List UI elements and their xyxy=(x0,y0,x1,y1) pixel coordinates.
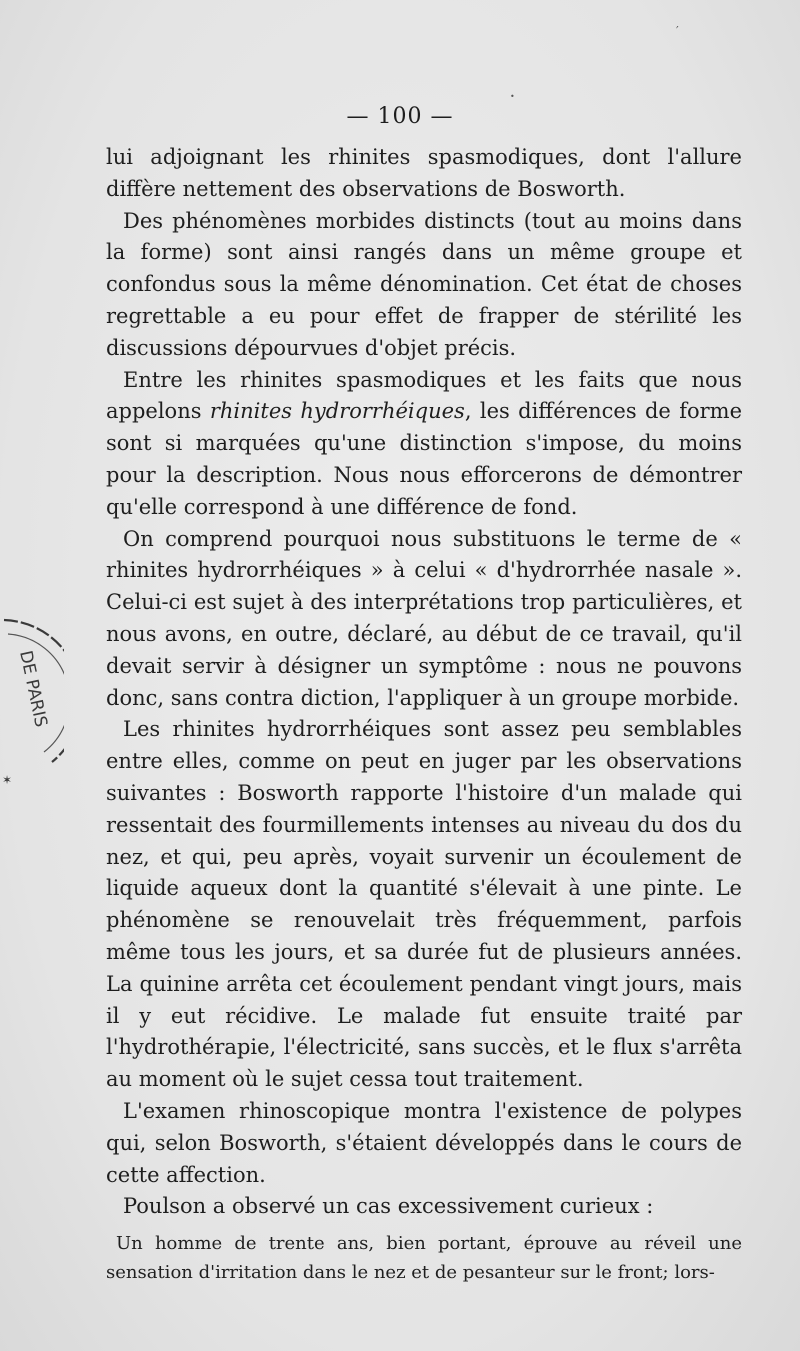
paragraph-text: Entre les rhinites spasmodiques et les faits que nous appelons xyxy=(106,367,742,424)
paragraph xyxy=(106,365,742,524)
paragraph: lui adjoignant les rhinites spasmodiques, dont l'allure diffère nettement des observations de Bosworth. xyxy=(106,145,742,201)
paragraph: Des phénomènes morbides distincts (tout au moins dans la forme) sont ainsi rangés dans un même groupe et confondus sous la même dénomination. Cet état de choses regrettable a eu pour effet de frapper de stérilité les discussions dépourvues d'objet précis. xyxy=(106,208,742,360)
stamp-text: DE PARIS xyxy=(15,648,51,729)
library-stamp xyxy=(0,612,64,802)
scan-speck: • xyxy=(510,92,515,101)
paragraph-text: , les différences de forme sont si marquées qu'une distinction s'impose, du moins pour la description. Nous nous efforcerons de démontrer qu'elle correspond à une différence de fond. xyxy=(106,399,742,519)
case-quote: Un homme de trente ans, bien portant, éprouve au réveil une sensation d'irritation dans le nez et de pesanteur sur le front; lors- xyxy=(106,1233,742,1284)
paragraph: L'examen rhinoscopique montra l'existence de polypes qui, selon Bosworth, s'étaient développés dans le cours de cette affection. xyxy=(106,1098,742,1187)
paragraph: Poulson a observé un cas excessivement curieux : xyxy=(123,1194,654,1219)
italic-term: rhinites hydrorrhéiques xyxy=(209,399,465,424)
page-number: — 100 — xyxy=(346,104,454,129)
paragraph: On comprend pourquoi nous substituons le terme de « rhinites hydrorrhéiques » à celui « d'hydrorrhée nasale ». Celui-ci est sujet à des interprétations trop particulières, et nous avons, en outre, déclaré, au début de ce travail, qu'il devait servir à désigner un symptôme : nous ne pouvons donc, sans contra diction, l'appliquer à un groupe morbide. xyxy=(106,526,742,710)
scan-speck: ′ xyxy=(676,24,679,38)
stamp-ornament: ✶ xyxy=(2,773,13,787)
paragraph: Les rhinites hydrorrhéiques sont assez peu semblables entre elles, comme on peut en juger par les observations suivantes : Bosworth rapporte l'histoire d'un malade qui ressentait des fourmillements intenses au niveau du dos du nez, et qui, peu après, voyait survenir un écoulement de liquide aqueux dont la quantité s'élevait à une pinte. Le phénomène se renouvelait très fréquemment, parfois même tous les jours, et sa durée fut de plusieurs années. La quinine arrêta cet écoulement pendant vingt jours, mais il y eut récidive. Le malade fut ensuite traité par l'hydrothérapie, l'électricité, sans succès, et le flux s'arrêta au moment où le sujet cessa tout traitement. xyxy=(106,717,742,1092)
main-text xyxy=(106,142,742,1287)
